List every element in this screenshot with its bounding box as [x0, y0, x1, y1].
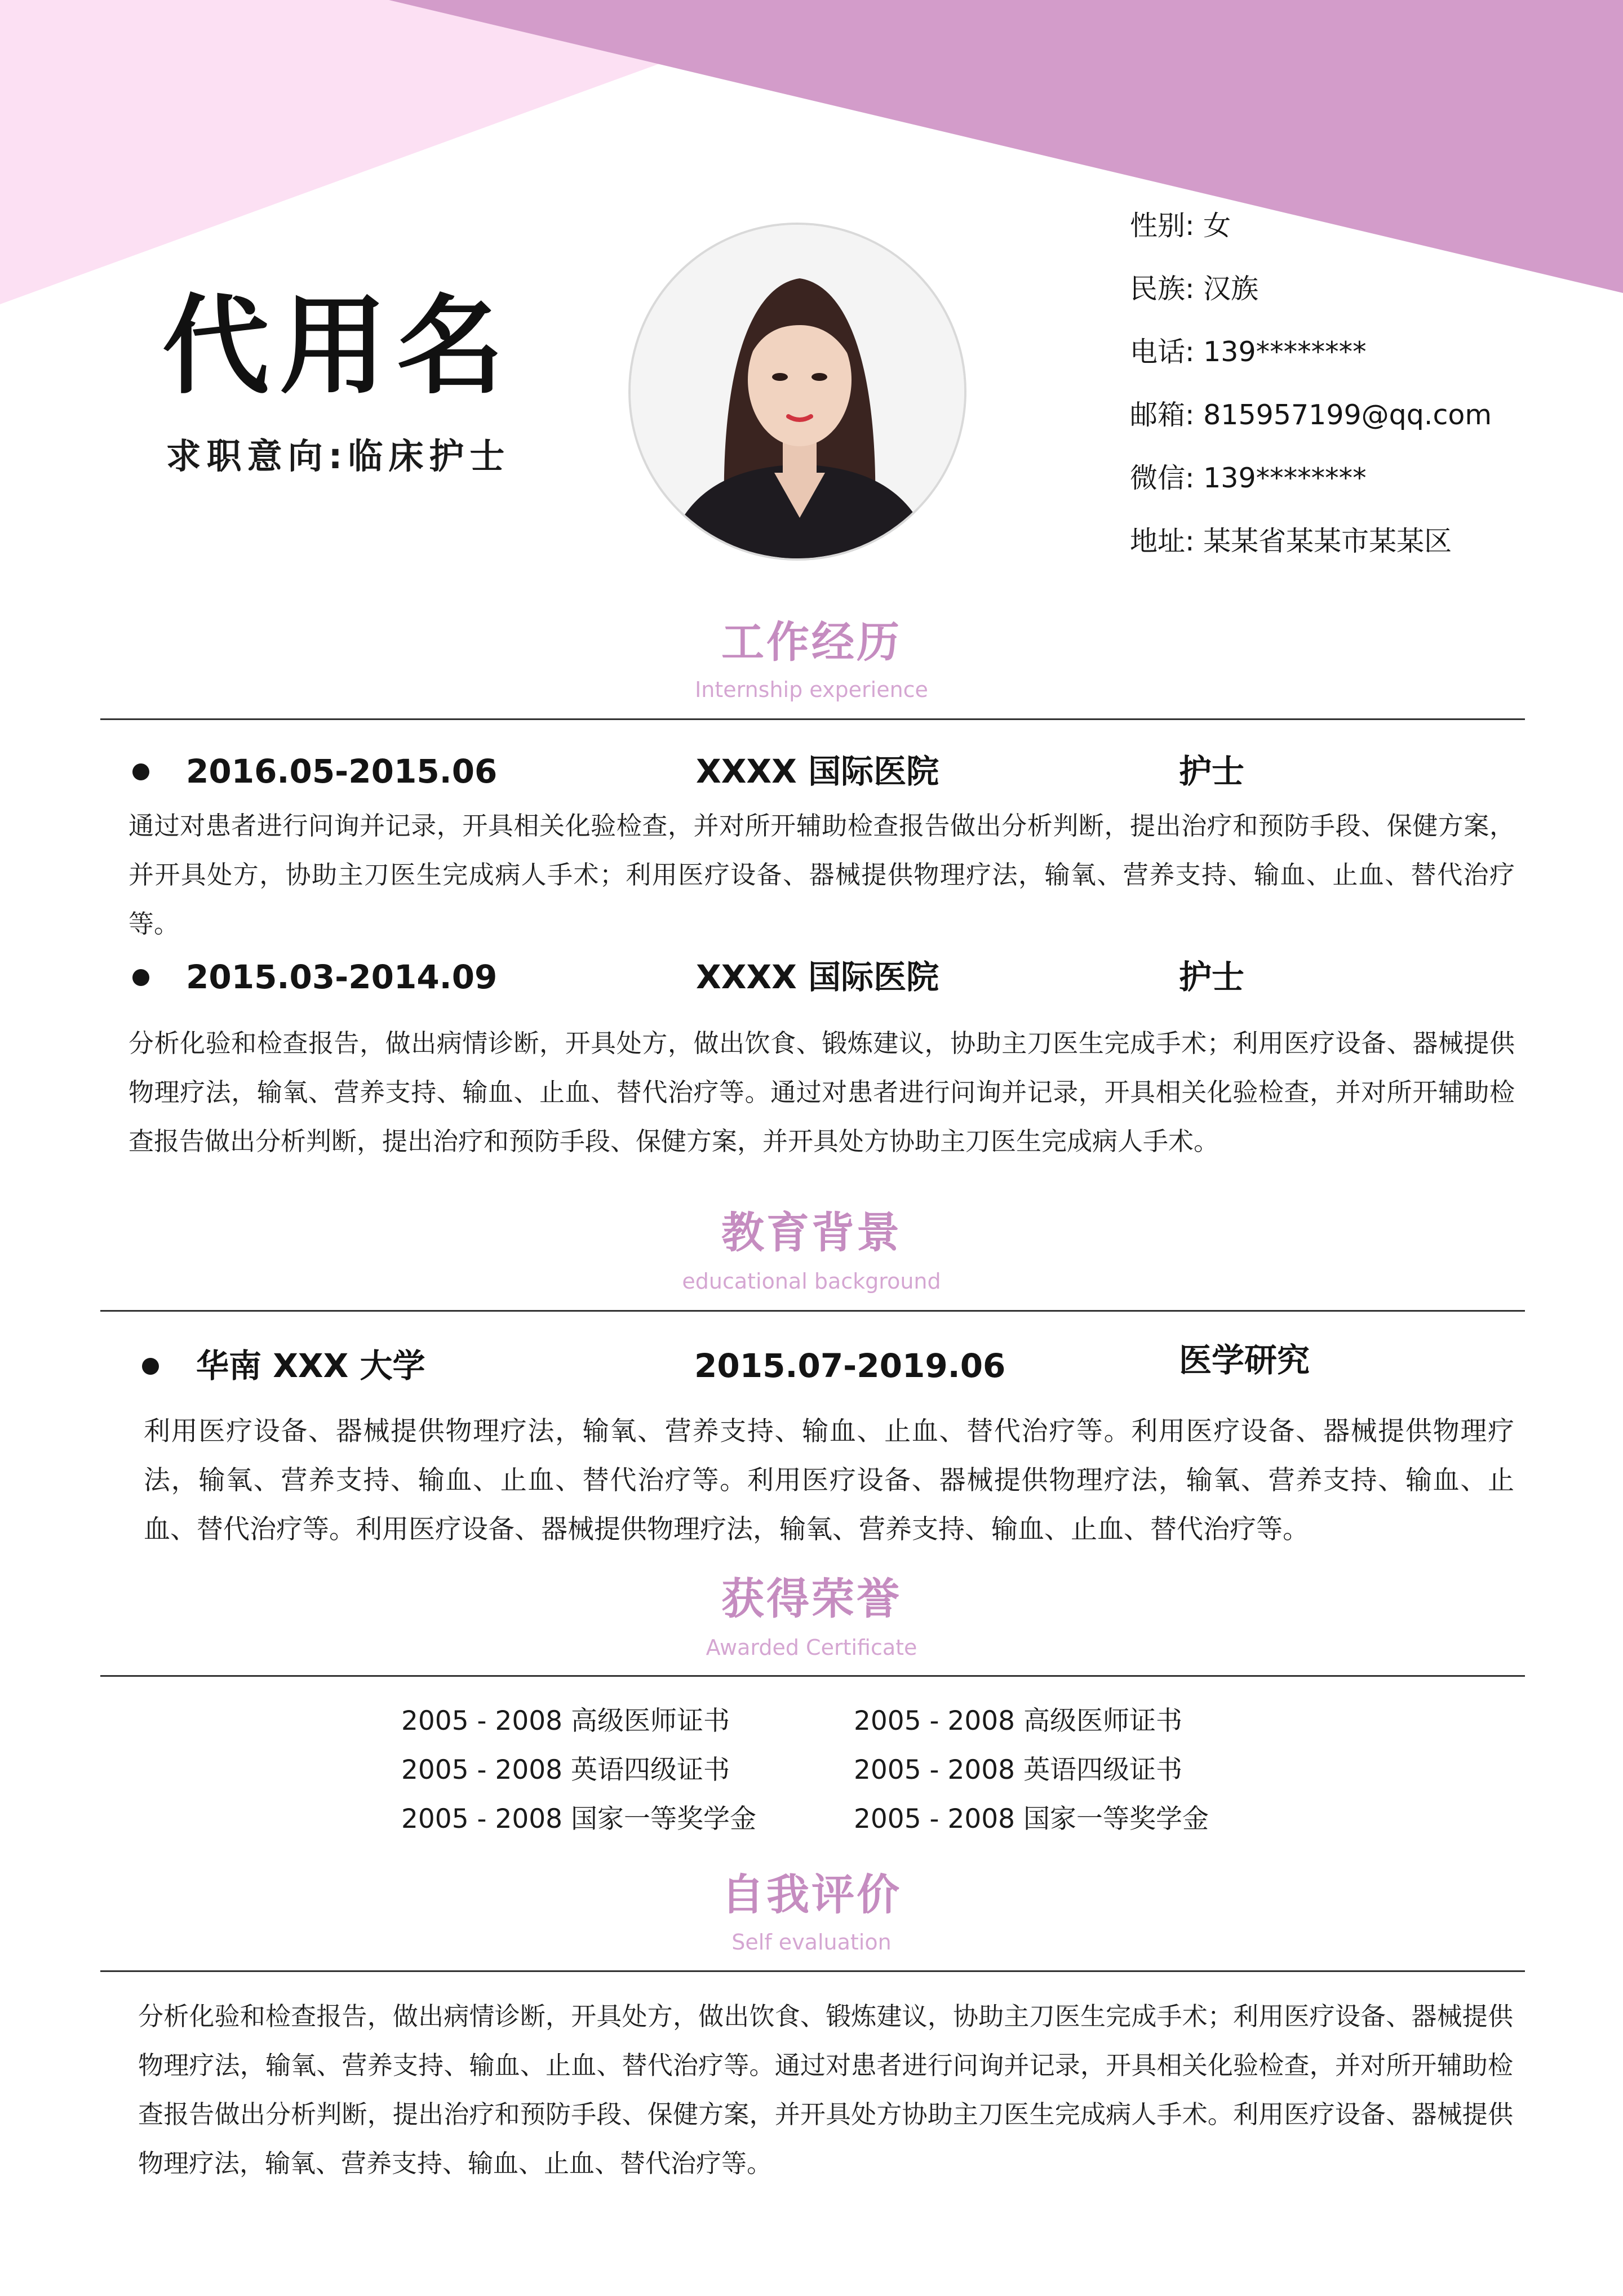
work-divider [100, 718, 1525, 720]
profile-photo [628, 223, 966, 561]
info-label: 地址: [1130, 525, 1195, 557]
certificate-item: 2005 - 2008 国家一等奖学金 [854, 1804, 1209, 1835]
work-role: 护士 [1179, 958, 1245, 996]
education-date: 2015.07-2019.06 [694, 1347, 1006, 1385]
bullet-icon [142, 1358, 159, 1375]
certificate-item: 2005 - 2008 英语四级证书 [854, 1755, 1183, 1786]
education-major: 医学研究 [1179, 1341, 1310, 1379]
self-evaluation-text: 分析化验和检查报告，做出病情诊断，开具处方，做出饮食、锻炼建议，协助主刀医生完成手术；利用医疗设备、器械提供物理疗法，输氧、营养支持、输血、止血、替代治疗等。通过对患者进行问询并记录，开具相关化验检查，并对所开辅助检查报告做出分析判断，提出治疗和预防手段、保健方案，并开具处方协助主刀医生完成病人手术。利用医疗设备、器械提供物理疗法，输氧、营养支持、输血、止血、替代治疗等。 [138, 2001, 1513, 2178]
work-org: XXXX 国际医院 [696, 752, 939, 791]
info-value: 139******** [1203, 462, 1367, 494]
certificate-item: 2005 - 2008 高级医师证书 [854, 1706, 1183, 1737]
work-description: 通过对患者进行问询并记录，开具相关化验检查，并对所开辅助检查报告做出分析判断，提出治疗和预防手段、保健方案，并开具处方，协助主刀医生完成病人手术；利用医疗设备、器械提供物理疗法，输氧、营养支持、输血、止血、替代治疗等。 [128, 811, 1515, 939]
self-section-title: 自我评价 [721, 1869, 902, 1920]
info-value: 某某省某某市某某区 [1203, 525, 1452, 557]
info-gender [1130, 207, 1492, 270]
job-intent: 求职意向:临床护士 [166, 436, 511, 477]
info-ethnicity [1130, 270, 1492, 334]
info-label: 邮箱: [1130, 399, 1195, 431]
candidate-name: 代用名 [162, 284, 514, 408]
awards-section-title: 获得荣誉 [721, 1574, 902, 1624]
education-section-title: 教育背景 [721, 1207, 902, 1258]
info-label: 性别: [1130, 210, 1195, 242]
work-role: 护士 [1179, 752, 1245, 791]
info-wechat [1130, 460, 1492, 523]
info-address [1130, 523, 1492, 586]
certificate-list-left [401, 1702, 756, 1849]
info-label: 民族: [1130, 273, 1195, 305]
certificate-item: 2005 - 2008 英语四级证书 [401, 1755, 730, 1786]
work-section-subtitle: Internship experience [695, 677, 928, 702]
work-description: 分析化验和检查报告，做出病情诊断，开具处方，做出饮食、锻炼建议，协助主刀医生完成手术；利用医疗设备、器械提供物理疗法，输氧、营养支持、输血、止血、替代治疗等。通过对患者进行问询并记录，开具相关化验检查，并对所开辅助检查报告做出分析判断，提出治疗和预防手段、保健方案，并开具处方协助主刀医生完成病人手术。 [128, 1028, 1515, 1156]
info-value: 女 [1203, 210, 1231, 242]
work-date: 2015.03-2014.09 [186, 958, 498, 996]
info-value: 815957199@qq.com [1203, 399, 1492, 431]
info-label: 电话: [1130, 336, 1195, 368]
bullet-icon [132, 969, 149, 986]
info-email [1130, 397, 1492, 460]
self-divider [100, 1970, 1525, 1972]
work-section-title: 工作经历 [721, 617, 902, 667]
education-school: 华南 XXX 大学 [196, 1347, 425, 1385]
personal-info [1130, 207, 1492, 586]
education-description: 利用医疗设备、器械提供物理疗法，输氧、营养支持、输血、止血、替代治疗等。利用医疗设备、器械提供物理疗法，输氧、营养支持、输血、止血、替代治疗等。利用医疗设备、器械提供物理疗法，输氧、营养支持、输血、止血、替代治疗等。利用医疗设备、器械提供物理疗法，输氧、营养支持、输血、止血、替代治疗等。 [144, 1416, 1514, 1545]
info-phone [1130, 334, 1492, 397]
info-value: 汉族 [1203, 273, 1259, 305]
education-section-subtitle: educational background [682, 1269, 941, 1294]
education-divider [100, 1310, 1525, 1312]
info-label: 微信: [1130, 462, 1195, 494]
work-date: 2016.05-2015.06 [186, 752, 498, 791]
portrait-illustration [631, 225, 966, 561]
work-org: XXXX 国际医院 [696, 958, 939, 996]
certificate-item: 2005 - 2008 国家一等奖学金 [401, 1804, 757, 1835]
info-value: 139******** [1203, 336, 1367, 368]
awards-divider [100, 1675, 1525, 1677]
bullet-icon [132, 763, 149, 780]
certificate-item: 2005 - 2008 高级医师证书 [401, 1706, 730, 1737]
certificate-list-right [854, 1702, 1209, 1849]
awards-section-subtitle: Awarded Certificate [706, 1635, 917, 1660]
self-section-subtitle: Self evaluation [731, 1930, 892, 1955]
